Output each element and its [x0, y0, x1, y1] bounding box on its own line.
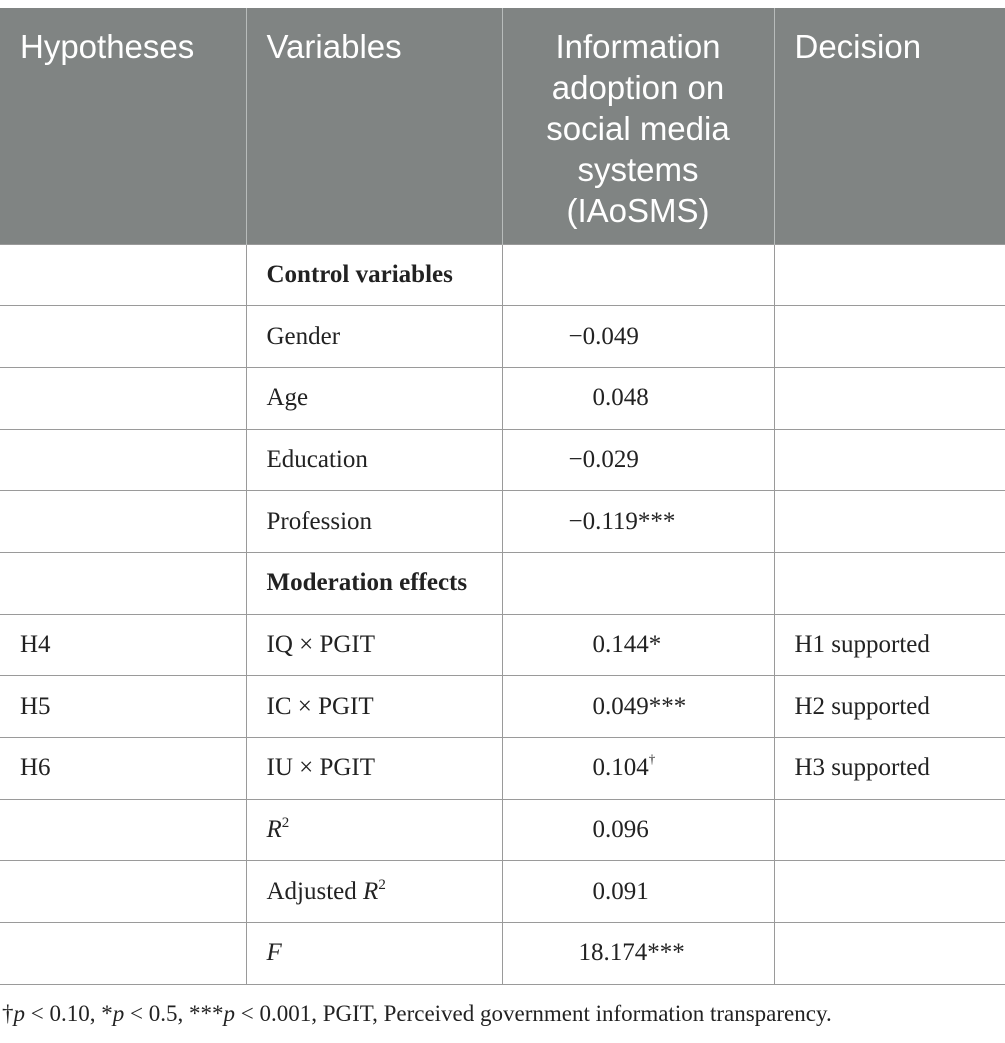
value-cell: 0.091 — [502, 861, 774, 923]
f-label: F — [266, 939, 282, 967]
variable-cell: IU × PGIT — [246, 738, 502, 800]
header-hypotheses: Hypotheses — [0, 8, 246, 244]
variable-cell — [246, 923, 502, 985]
r-superscript: 2 — [378, 876, 386, 893]
header-dependent-variable: Information adoption on social media systems (IAoSMS) — [502, 8, 774, 244]
footnote-part3: < 0.001, PGIT, Perceived government information transparency. — [234, 1001, 832, 1026]
variable-cell: IQ × PGIT — [246, 614, 502, 676]
table-row — [0, 367, 1005, 429]
value-cell — [502, 738, 774, 800]
table-row — [0, 429, 1005, 491]
dagger-mark: † — [648, 751, 656, 767]
variable-cell: Age — [246, 367, 502, 429]
table-row-r-squared — [0, 799, 1005, 861]
r-label: R — [363, 877, 379, 905]
table-row — [0, 676, 1005, 738]
value-cell: 18.174*** — [502, 923, 774, 985]
variable-cell — [246, 799, 502, 861]
hypothesis-cell: H5 — [0, 676, 246, 738]
table-footnote — [2, 1001, 832, 1027]
decision-cell: H2 supported — [774, 676, 1005, 738]
table-row-adjusted-r-squared — [0, 861, 1005, 923]
value-text: 0.104 — [592, 754, 649, 782]
r-label: R — [266, 816, 282, 844]
hypothesis-cell: H4 — [0, 614, 246, 676]
footnote-p: p — [223, 1001, 235, 1026]
footnote-dagger: † — [2, 1001, 14, 1026]
section-title-control: Control variables — [246, 244, 502, 306]
section-row-moderation — [0, 552, 1005, 614]
variable-cell — [246, 861, 502, 923]
header-decision: Decision — [774, 8, 1005, 244]
regression-table — [0, 8, 1005, 985]
table-row — [0, 306, 1005, 368]
footnote-p: p — [13, 1001, 25, 1026]
table-row — [0, 738, 1005, 800]
footnote-part2: < 0.5, *** — [124, 1001, 224, 1026]
value-cell: −0.119*** — [502, 491, 774, 553]
variable-cell: Gender — [246, 306, 502, 368]
section-row-control — [0, 244, 1005, 306]
decision-cell: H3 supported — [774, 738, 1005, 800]
table-row — [0, 614, 1005, 676]
decision-cell: H1 supported — [774, 614, 1005, 676]
variable-cell: Profession — [246, 491, 502, 553]
variable-cell: Education — [246, 429, 502, 491]
header-row — [0, 8, 1005, 244]
adjusted-prefix: Adjusted — [266, 877, 364, 905]
table-row-f-statistic — [0, 923, 1005, 985]
value-cell: 0.096 — [502, 799, 774, 861]
value-cell: −0.029 — [502, 429, 774, 491]
hypothesis-cell: H6 — [0, 738, 246, 800]
table-row — [0, 491, 1005, 553]
header-variables: Variables — [246, 8, 502, 244]
value-cell: 0.048 — [502, 367, 774, 429]
value-cell: −0.049 — [502, 306, 774, 368]
section-title-moderation: Moderation effects — [246, 552, 502, 614]
value-cell: 0.049*** — [502, 676, 774, 738]
value-cell: 0.144* — [502, 614, 774, 676]
footnote-part1: < 0.10, * — [25, 1001, 113, 1026]
r-superscript: 2 — [281, 815, 290, 832]
footnote-p: p — [112, 1001, 125, 1026]
variable-cell: IC × PGIT — [246, 676, 502, 738]
